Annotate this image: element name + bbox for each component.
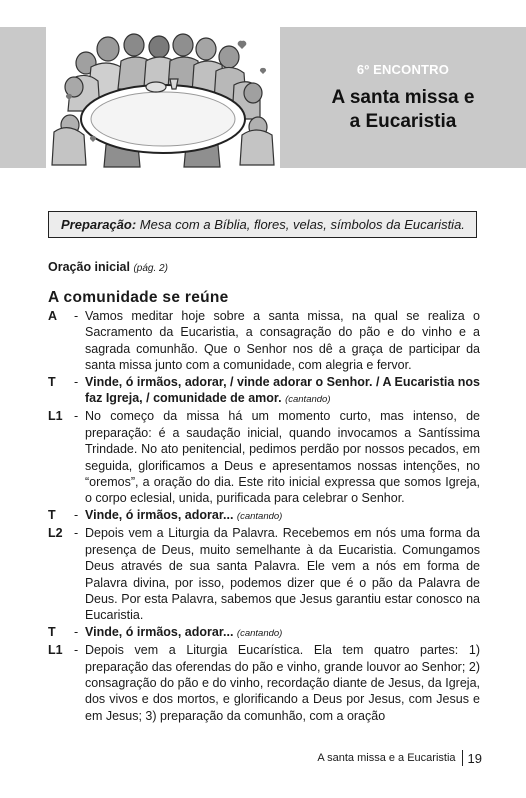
line-text: No começo da missa há um momento curto, mas intenso, de preparação: é a saudação inicial, quando invocamos a Santíssima Trindade. No ato penitencial, pedimos perdão por nossos pecados, em seguida, glorificamos a Deus e apresentamos nossas intenções, no “oremos”, a oração do dia. Este rito inicial expressa que somos Igreja, o corpo eclesial, unida, purificada para celebrar o Senhor. <box>85 409 480 506</box>
dialogue-line: L2 - Depois vem a Liturgia da Palavra. Recebemos em nós uma forma da presença de Deus, muito semelhante à da Eucaristia. Comungamos Deus através de sua santa Palavra. Ele vem a nós em forma de Palavra divina, por isso, podemos dizer que é o pão da Palavra de Deus. Por esta Palavra, sabemos que Jesus garantiu estar conosco na Eucaristia. <box>48 526 480 623</box>
speaker-label: T <box>48 374 56 389</box>
speaker-label: T <box>48 507 56 522</box>
dialogue-line: T - Vinde, ó irmãos, adorar, / vinde adorar o Senhor. / A Eucaristia nos faz Igreja, / comunidade de amor. (cantando) <box>48 374 480 409</box>
page-number: 19 <box>467 750 482 766</box>
preparation-label: Preparação: <box>61 217 137 232</box>
opening-prayer <box>48 260 168 274</box>
opening-prayer-ref: (pág. 2) <box>133 263 168 274</box>
speaker-label: A <box>48 309 58 323</box>
speaker-label: L1 <box>48 643 63 658</box>
speaker-label: L1 <box>48 409 63 424</box>
line-text: Depois vem a Liturgia Eucarística. Ela tem quatro partes: 1) preparação das oferendas do pão e vinho, grande louvor ao Senhor; 2) consagração do pão e do vinho, recordação diante de Jesus, da Igreja, dos vivos e dos mortos, e glorificando a Deus por Jesus, com Jesus e em Jesus; 3) preparação da comunhão, com a oração <box>85 643 480 723</box>
preparation-text: Mesa com a Bíblia, flores, velas, símbolos da Eucaristia. <box>139 217 465 232</box>
line-text: Vinde, ó irmãos, adorar... <box>85 507 234 522</box>
line-text: Depois vem a Liturgia da Palavra. Recebemos em nós uma forma da presença de Deus, muito semelhante à da Eucaristia. Comungamos Deus através de sua santa Palavra. Ele vem a nós em forma de Palavra divina, por isso, podemos dizer que é o pão da Palavra de Deus. Por esta Palavra, sabemos que Jesus garantiu estar conosco na Eucaristia. <box>85 526 480 623</box>
line-text: Vamos meditar hoje sobre a santa missa, na qual se realiza o Sacramento da Eucaristia, a consagração do pão e do vinho e a sagrada comunhão. Que o Senhor nos dê a graça de participar da santa missa junto com a comunidade, com alegria e fervor. <box>85 309 480 373</box>
chapter-title-line1: A santa missa e <box>331 87 475 108</box>
speaker-label: L2 <box>48 526 63 541</box>
dialogue-line: A - Vamos meditar hoje sobre a santa missa, na qual se realiza o Sacramento da Eucaristia, a consagração do pão e do vinho e a sagrada comunhão. Que o Senhor nos dê a graça de participar da santa missa junto com a comunidade, com alegria e fervor. <box>48 309 480 373</box>
line-text: Vinde, ó irmãos, adorar... <box>85 624 234 639</box>
chapter-title-line2: a Eucaristia <box>349 111 457 132</box>
opening-prayer-label: Oração inicial <box>48 260 130 274</box>
dialogue-line: L1 - No começo da missa há um momento curto, mas intenso, de preparação: é a saudação inicial, quando invocamos a Santíssima Trindade. No ato penitencial, pedimos perdão por nossos pecados, em seguida, glorificamos a Deus e apresentamos nossas intenções, no “oremos”, a oração do dia. Este rito inicial expressa que somos Igreja, o corpo eclesial, unida, purificada para celebrar o Senhor. <box>48 409 480 506</box>
line-note: (cantando) <box>236 510 283 522</box>
dialogue-line: L1 - Depois vem a Liturgia Eucarística. Ela tem quatro partes: 1) preparação das oferendas do pão e vinho, grande louvor ao Senhor; 2) consagração do pão e do vinho, recordação diante de Jesus, da Igreja, dos vivos e dos mortos, e glorificando a Deus por Jesus, com Jesus e em Jesus; 3) preparação da comunhão, com a oração <box>48 643 480 723</box>
line-text: Vinde, ó irmãos, adorar, / vinde adorar o Senhor. / A Eucaristia nos faz Igreja, / comunidade de amor. <box>85 374 480 406</box>
speaker-label: T <box>48 624 56 639</box>
last-supper-illustration <box>46 27 280 168</box>
page-footer <box>317 750 482 766</box>
preparation-box <box>48 211 477 238</box>
dialogue <box>48 308 480 724</box>
dialogue-line: T - Vinde, ó irmãos, adorar... (cantando) <box>48 507 480 525</box>
encounter-number: 6º ENCONTRO <box>356 62 450 77</box>
footer-divider <box>462 750 463 766</box>
line-note: (cantando) <box>285 394 331 406</box>
chapter-title <box>280 86 526 134</box>
dialogue-line: T - Vinde, ó irmãos, adorar... (cantando) <box>48 624 480 642</box>
section-title: A comunidade se reúne <box>48 289 229 306</box>
line-note: (cantando) <box>236 627 283 639</box>
running-title: A santa missa e a Eucaristia <box>317 752 456 764</box>
